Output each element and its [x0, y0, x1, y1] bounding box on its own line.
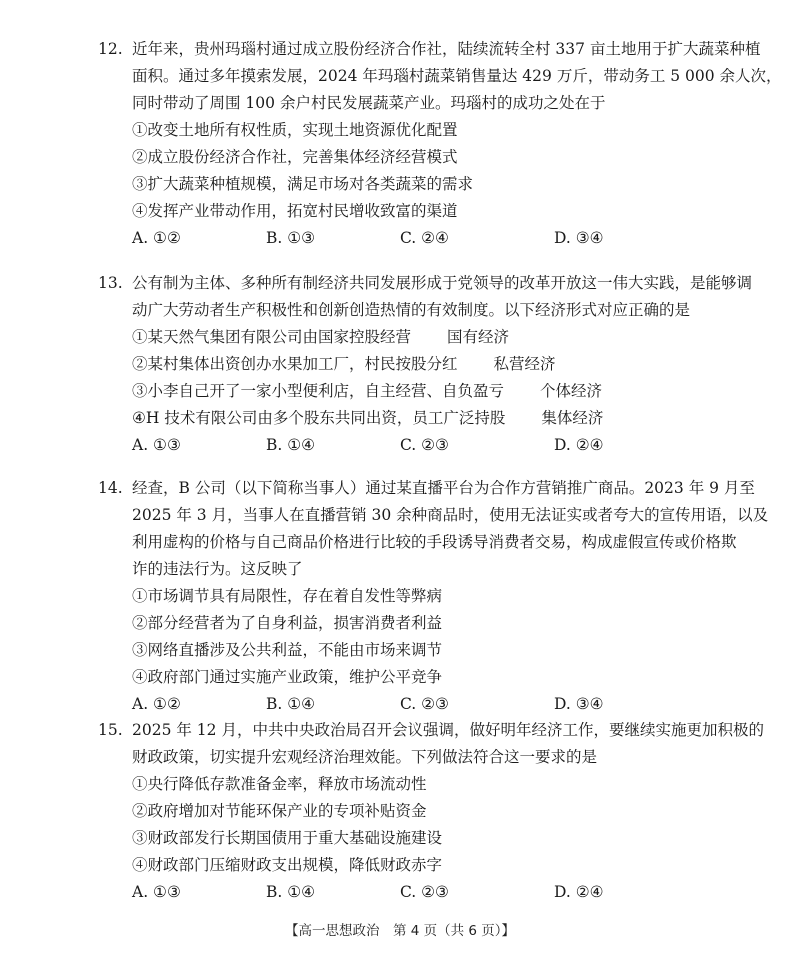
economy-form: 个体经济 — [540, 382, 603, 400]
option-1: ①改变土地所有权性质，实现土地资源优化配置 — [132, 121, 458, 139]
answer-d: D. ②④ — [554, 883, 604, 901]
question-text-line: 财政政策，切实提升宏观经济治理效能。下列做法符合这一要求的是 — [132, 748, 598, 766]
answer-choices — [102, 432, 702, 459]
question-text-line: 2025 年 12 月，中共中央政治局召开会议强调，做好明年经济工作，要继续实施更加积极的 — [132, 721, 764, 739]
option-2: ②政府增加对节能环保产业的专项补贴资金 — [132, 802, 427, 820]
question-number: 13. — [98, 274, 123, 292]
answer-a: A. ①② — [132, 695, 181, 713]
question-text-line: 动广大劳动者生产积极性和创新创造热情的有效制度。以下经济形式对应正确的是 — [132, 301, 691, 319]
option-4: ④财政部门压缩财政支出规模，降低财政赤字 — [132, 856, 443, 874]
answer-c: C. ②④ — [400, 229, 449, 247]
question-text-line: 同时带动了周围 100 余户村民发展蔬菜产业。玛瑙村的成功之处在于 — [132, 94, 606, 112]
option-text: ②某村集体出资创办水果加工厂，村民按股分红 — [132, 355, 458, 373]
answer-choices — [102, 879, 702, 906]
option-3: ③财政部发行长期国债用于重大基础设施建设 — [132, 829, 443, 847]
option-2 — [102, 351, 702, 378]
answer-d: D. ②④ — [554, 436, 604, 454]
option-4: ④政府部门通过实施产业政策，维护公平竞争 — [132, 668, 443, 686]
page-footer: 【高一思想政治 第 4 页（共 6 页）】 — [284, 923, 516, 939]
question-13 — [98, 270, 753, 459]
question-number: 12. — [98, 40, 123, 58]
answer-b: B. ①④ — [266, 883, 316, 901]
option-text: ④H 技术有限公司由多个股东共同出资，员工广泛持股 — [132, 409, 506, 427]
answer-c: C. ②③ — [400, 436, 449, 454]
answer-c: C. ②③ — [400, 883, 449, 901]
option-4 — [102, 405, 702, 432]
question-14 — [98, 475, 769, 718]
option-3: ③扩大蔬菜种植规模，满足市场对各类蔬菜的需求 — [132, 175, 474, 193]
option-2: ②成立股份经济合作社，完善集体经济经营模式 — [132, 148, 458, 166]
answer-a: A. ①③ — [132, 883, 181, 901]
question-text-line: 2025 年 3 月，当事人在直播营销 30 余种商品时，使用无法证实或者夸大的宣传用语，以及 — [132, 506, 769, 524]
economy-form: 集体经济 — [541, 409, 604, 427]
answer-choices — [102, 225, 702, 252]
option-3 — [102, 378, 702, 405]
answer-d: D. ③④ — [554, 695, 604, 713]
question-15 — [98, 717, 764, 906]
option-1 — [102, 324, 702, 351]
answer-b: B. ①④ — [266, 695, 316, 713]
option-3: ③网络直播涉及公共利益，不能由市场来调节 — [132, 641, 443, 659]
question-12 — [98, 36, 782, 252]
answer-a: A. ①② — [132, 229, 181, 247]
question-text-line: 经查，B 公司（以下简称当事人）通过某直播平台为合作方营销推广商品。2023 年 9 月至 — [132, 479, 755, 497]
question-number: 14. — [98, 479, 123, 497]
question-text-line: 面积。通过多年摸索发展，2024 年玛瑙村蔬菜销售量达 429 万斤，带动务工 5 000 余人次， — [132, 67, 782, 85]
answer-choices — [102, 691, 702, 718]
question-text-line: 近年来，贵州玛瑙村通过成立股份经济合作社，陆续流转全村 337 亩土地用于扩大蔬菜种植 — [132, 40, 761, 58]
question-text-line: 公有制为主体、多种所有制经济共同发展形成于党领导的改革开放这一伟大实践，是能够调 — [132, 274, 753, 292]
option-text: ①某天然气集团有限公司由国家控股经营 — [132, 328, 412, 346]
question-text-line: 利用虚构的价格与自己商品价格进行比较的手段诱导消费者交易，构成虚假宣传或价格欺 — [132, 533, 737, 551]
answer-b: B. ①③ — [266, 229, 316, 247]
question-number: 15. — [98, 721, 123, 739]
option-1: ①央行降低存款准备金率，释放市场流动性 — [132, 775, 427, 793]
answer-c: C. ②③ — [400, 695, 449, 713]
option-2: ②部分经营者为了自身利益，损害消费者利益 — [132, 614, 443, 632]
answer-a: A. ①③ — [132, 436, 181, 454]
question-text-line: 诈的违法行为。这反映了 — [132, 560, 303, 578]
answer-d: D. ③④ — [554, 229, 604, 247]
option-4: ④发挥产业带动作用，拓宽村民增收致富的渠道 — [132, 202, 458, 220]
economy-form: 国有经济 — [447, 328, 510, 346]
option-text: ③小李自己开了一家小型便利店，自主经营、自负盈亏 — [132, 382, 505, 400]
economy-form: 私营经济 — [493, 355, 556, 373]
answer-b: B. ①④ — [266, 436, 316, 454]
option-1: ①市场调节具有局限性，存在着自发性等弊病 — [132, 587, 443, 605]
